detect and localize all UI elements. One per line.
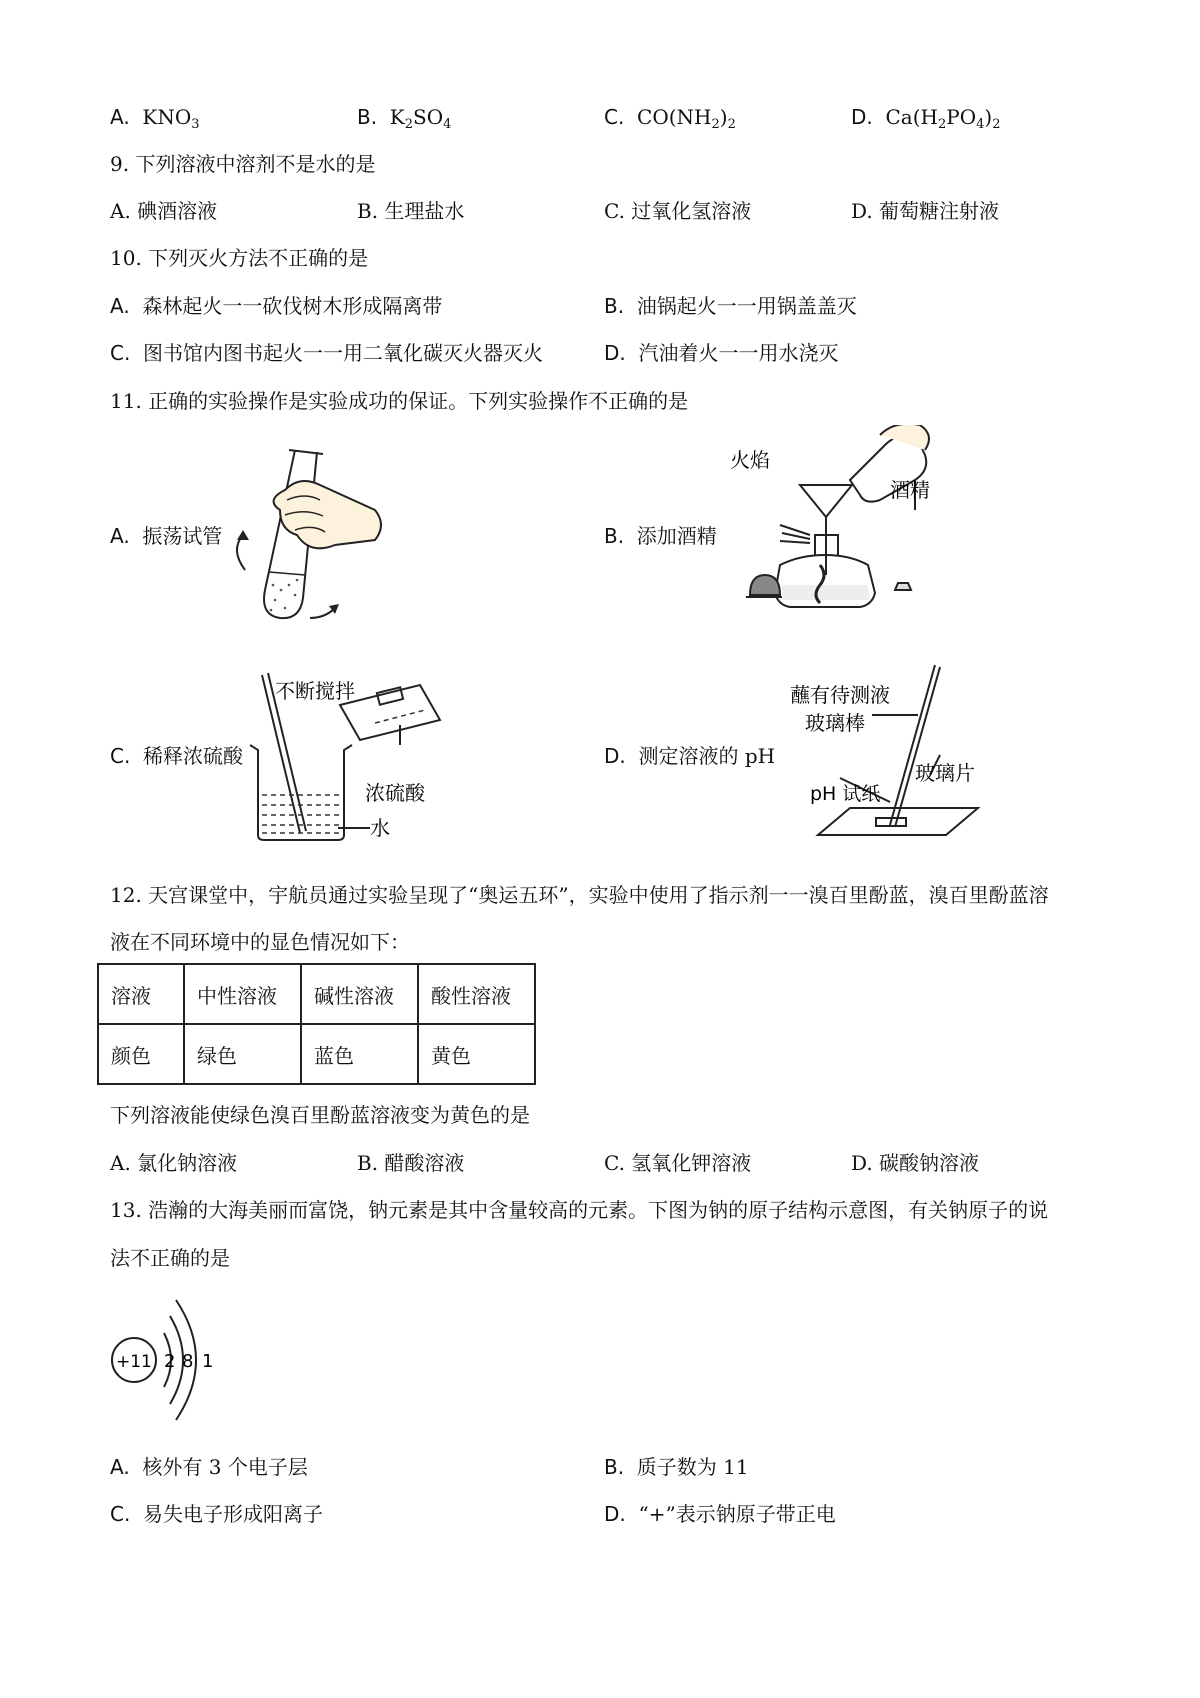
table-cell: 酸性溶液 (418, 964, 535, 1024)
table-row (98, 964, 535, 1024)
q13-option-a: A. 核外有 3 个电子层 (110, 1455, 308, 1479)
q13-option-d: D. “+”表示钠原子带正电 (604, 1502, 836, 1526)
label-glass-slide: 玻璃片 (915, 761, 975, 785)
table-row (98, 1024, 535, 1084)
label-conc-acid: 浓硫酸 (365, 781, 425, 805)
label-water: 水 (370, 816, 390, 840)
label-ph-paper: pH 试纸 (810, 783, 881, 805)
shell-1-electrons: 2 (164, 1351, 176, 1372)
q13-option-c: C. 易失电子形成阳离子 (110, 1502, 324, 1526)
table-cell: 黄色 (418, 1024, 535, 1084)
figure-measure-ph (790, 660, 1000, 850)
label-stir: 不断搅拌 (275, 679, 355, 703)
q12-question: 下列溶液能使绿色溴百里酚蓝溶液变为黄色的是 (110, 1103, 530, 1127)
q10-option-c: C. 图书馆内图书起火一一用二氧化碳灭火器灭火 (110, 341, 544, 365)
table-cell: 绿色 (184, 1024, 301, 1084)
table-cell: 蓝色 (301, 1024, 418, 1084)
sodium-atom-diagram (108, 1288, 228, 1428)
q13-stem-line2: 法不正确的是 (110, 1246, 230, 1270)
q9-option-b: B. 生理盐水 (357, 199, 465, 223)
indicator-color-table (97, 963, 536, 1085)
q9-option-a: A. 碘酒溶液 (110, 199, 218, 223)
label-alcohol: 酒精 (890, 478, 930, 502)
figure-add-alcohol-lamp (720, 425, 945, 635)
q10-option-d: D. 汽油着火一一用水浇灭 (604, 341, 839, 365)
q8-option-a: A. $KNO_3$ (110, 105, 200, 132)
q12-option-c: C. 氢氧化钾溶液 (604, 1151, 752, 1175)
q12-option-d: D. 碳酸钠溶液 (851, 1151, 980, 1175)
q8-option-b: B. $K_2SO_4$ (357, 105, 452, 132)
q12-stem-line1: 12. 天宫课堂中，宇航员通过实验呈现了“奥运五环”，实验中使用了指示剂一一溴百里酚蓝，溴百里酚蓝溶 (110, 883, 1049, 907)
q11-option-d: D. 测定溶液的 pH (604, 744, 776, 768)
q8-option-d: D. $Ca(H_2PO_4)_2$ (851, 105, 1001, 132)
q12-option-a: A. 氯化钠溶液 (110, 1151, 238, 1175)
q10-option-a: A. 森林起火一一砍伐树木形成隔离带 (110, 294, 443, 318)
table-cell: 溶液 (98, 964, 184, 1024)
shell-3-electrons: 1 (202, 1351, 214, 1372)
table-cell: 中性溶液 (184, 964, 301, 1024)
q11-stem: 11. 正确的实验操作是实验成功的保证。下列实验操作不正确的是 (110, 389, 689, 413)
q9-option-c: C. 过氧化氢溶液 (604, 199, 752, 223)
q12-stem-line2: 液在不同环境中的显色情况如下： (110, 930, 410, 954)
table-cell: 碱性溶液 (301, 964, 418, 1024)
q8-option-c: C. $CO(NH_2)_2$ (604, 105, 736, 132)
q9-option-d: D. 葡萄糖注射液 (851, 199, 1000, 223)
shell-2-electrons: 8 (182, 1351, 194, 1372)
q11-option-a: A. 振荡试管 (110, 524, 223, 548)
label-glass-rod: 玻璃棒 (805, 711, 865, 735)
q11-option-c: C. 稀释浓硫酸 (110, 744, 244, 768)
q13-option-b: B. 质子数为 11 (604, 1455, 749, 1479)
label-flame: 火焰 (730, 448, 770, 472)
table-cell: 颜色 (98, 1024, 184, 1084)
q10-stem: 10. 下列灭火方法不正确的是 (110, 246, 369, 270)
nucleus-charge: +11 (116, 1352, 152, 1372)
figure-dilute-sulfuric-acid (240, 665, 460, 845)
q9-stem: 9. 下列溶液中溶剂不是水的是 (110, 152, 376, 176)
label-dipped: 蘸有待测液 (790, 683, 890, 707)
q10-option-b: B. 油锅起火一一用锅盖盖灭 (604, 294, 857, 318)
q13-stem-line1: 13. 浩瀚的大海美丽而富饶，钠元素是其中含量较高的元素。下图为钠的原子结构示意图，有关钠原子的说 (110, 1198, 1049, 1222)
q12-option-b: B. 醋酸溶液 (357, 1151, 465, 1175)
figure-shake-test-tube (225, 440, 390, 625)
q11-option-b: B. 添加酒精 (604, 524, 717, 548)
